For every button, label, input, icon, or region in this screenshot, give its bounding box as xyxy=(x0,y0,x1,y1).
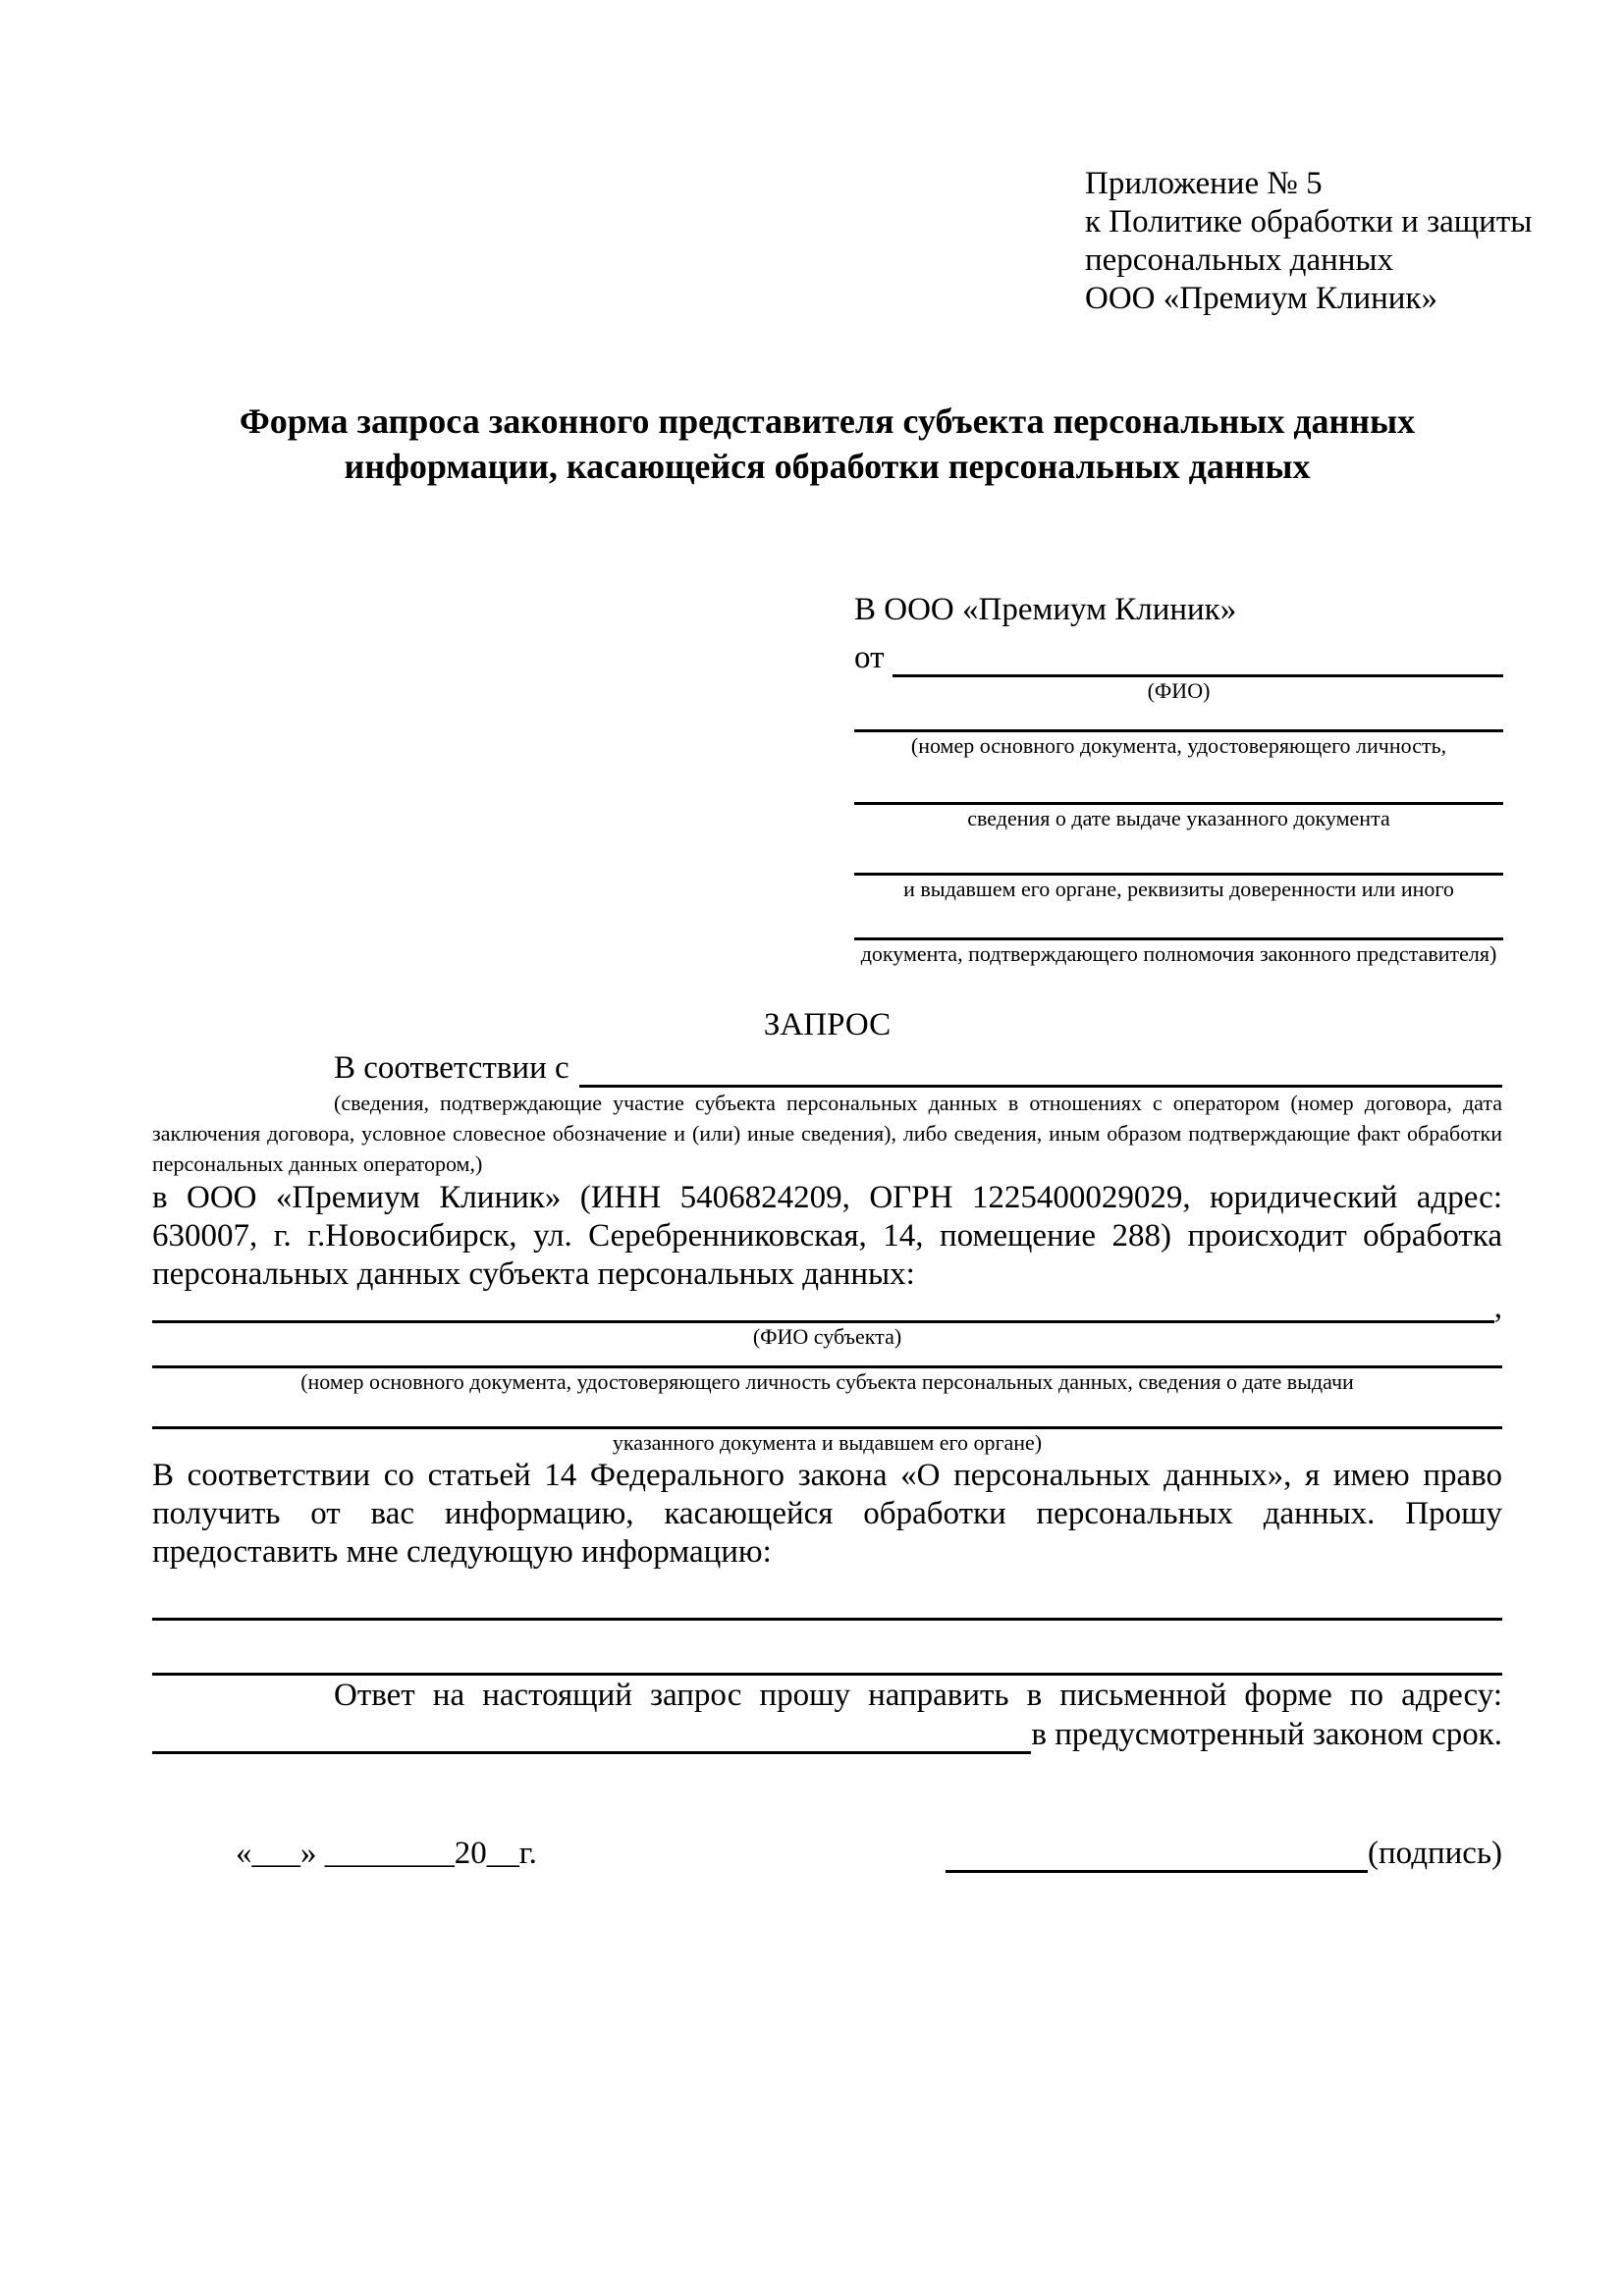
intro-blank-line[interactable] xyxy=(579,1044,1502,1088)
representative-doc-caption-4: документа, подтверждающего полномочия законного представителя) xyxy=(860,941,1497,966)
representative-doc-blank-line-3[interactable] xyxy=(854,832,1503,876)
footer-row xyxy=(152,1834,1502,1873)
fio-caption: (ФИО) xyxy=(1147,678,1211,703)
appendix-line: к Политике обработки и защиты xyxy=(1085,204,1533,240)
appendix-line: Приложение № 5 xyxy=(1085,166,1323,201)
signature-caption: (подпись) xyxy=(1368,1836,1502,1871)
intro-label: В соответствии с xyxy=(334,1050,569,1086)
representative-doc-caption-2: сведения о дате выдаче указанного документа xyxy=(967,806,1390,830)
requested-info-blank-line-2[interactable] xyxy=(152,1621,1502,1676)
document-title-line: информации, касающейся обработки персональных данных xyxy=(344,447,1311,486)
document-title xyxy=(152,399,1502,489)
subject-fio-caption: (ФИО субъекта) xyxy=(752,1324,902,1349)
representative-doc-caption-1: (номер основного документа, удостоверяющего личность, xyxy=(910,733,1447,758)
representative-doc-caption-3: и выдавшем его органе, реквизиты доверенности или иного xyxy=(903,877,1454,901)
appendix-line: персональных данных xyxy=(1085,242,1394,278)
operator-paragraph: в ООО «Премиум Клиник» (ИНН 5406824209, ОГРН 1225400029029, юридический адрес: 630007, г. г.Новосибирск, ул. Серебренниковская, 14, помещение 288) происходит обработка персональных данных субъекта персональных данных: xyxy=(152,1180,1502,1292)
subject-doc-caption-2: указанного документа и выдавшем его органе) xyxy=(612,1430,1043,1455)
addressee-org: В ООО «Премиум Клиник» xyxy=(854,592,1237,627)
request-heading: ЗАПРОС xyxy=(763,1007,892,1042)
request-body xyxy=(152,1005,1502,1572)
subject-doc-blank-line-1[interactable] xyxy=(152,1351,1502,1368)
answer-block xyxy=(152,1615,1502,1754)
addressee-block xyxy=(854,589,1503,968)
answer-tail: в предусмотренный законом срок. xyxy=(1031,1717,1502,1752)
subject-fio-blank-line[interactable] xyxy=(152,1294,1494,1323)
law-paragraph: В соответствии со статьей 14 Федерального закона «О персональных данных», я имею право получить от вас информацию, касающейся обработки персональных данных. Прошу предоставить мне следующую информацию: xyxy=(152,1458,1502,1570)
intro-row xyxy=(152,1044,1502,1088)
trailing-comma: , xyxy=(1493,1290,1502,1325)
appendix-line: ООО «Премиум Клиник» xyxy=(1085,281,1437,316)
from-blank-line[interactable] xyxy=(893,630,1504,677)
signature-group xyxy=(946,1834,1502,1873)
answer-address-row xyxy=(152,1715,1502,1754)
subject-fio-row xyxy=(152,1290,1502,1325)
subject-doc-blank-line-2[interactable] xyxy=(152,1396,1502,1429)
document-title-line: Форма запроса законного представителя субъекта персональных данных xyxy=(239,401,1416,441)
subject-doc-caption-1: (номер основного документа, удостоверяющего личность субъекта персональных данных, сведения о дате выдачи xyxy=(300,1369,1354,1394)
representative-doc-blank-line-4[interactable] xyxy=(854,903,1503,940)
intro-caption: (сведения, подтверждающие участие субъекта персональных данных в отношениях с оператором (номер договора, дата заключения договора, условное словесное обозначение и (или) иные сведения), либо сведения, иным образом подтверждающие факт обработки персональных данных оператором,) xyxy=(152,1091,1502,1176)
answer-paragraph: Ответ на настоящий запрос прошу направить в письменной форме по адресу: xyxy=(334,1678,1502,1713)
answer-address-blank-line[interactable] xyxy=(152,1715,1031,1754)
appendix-block xyxy=(1085,165,1532,318)
from-label: от xyxy=(854,640,885,675)
date-blank[interactable]: «___» ________20__г. xyxy=(236,1836,537,1871)
representative-doc-blank-line-1[interactable] xyxy=(854,705,1503,732)
representative-doc-blank-line-2[interactable] xyxy=(854,760,1503,805)
signature-blank-line[interactable] xyxy=(946,1834,1368,1873)
from-row xyxy=(854,630,1503,677)
